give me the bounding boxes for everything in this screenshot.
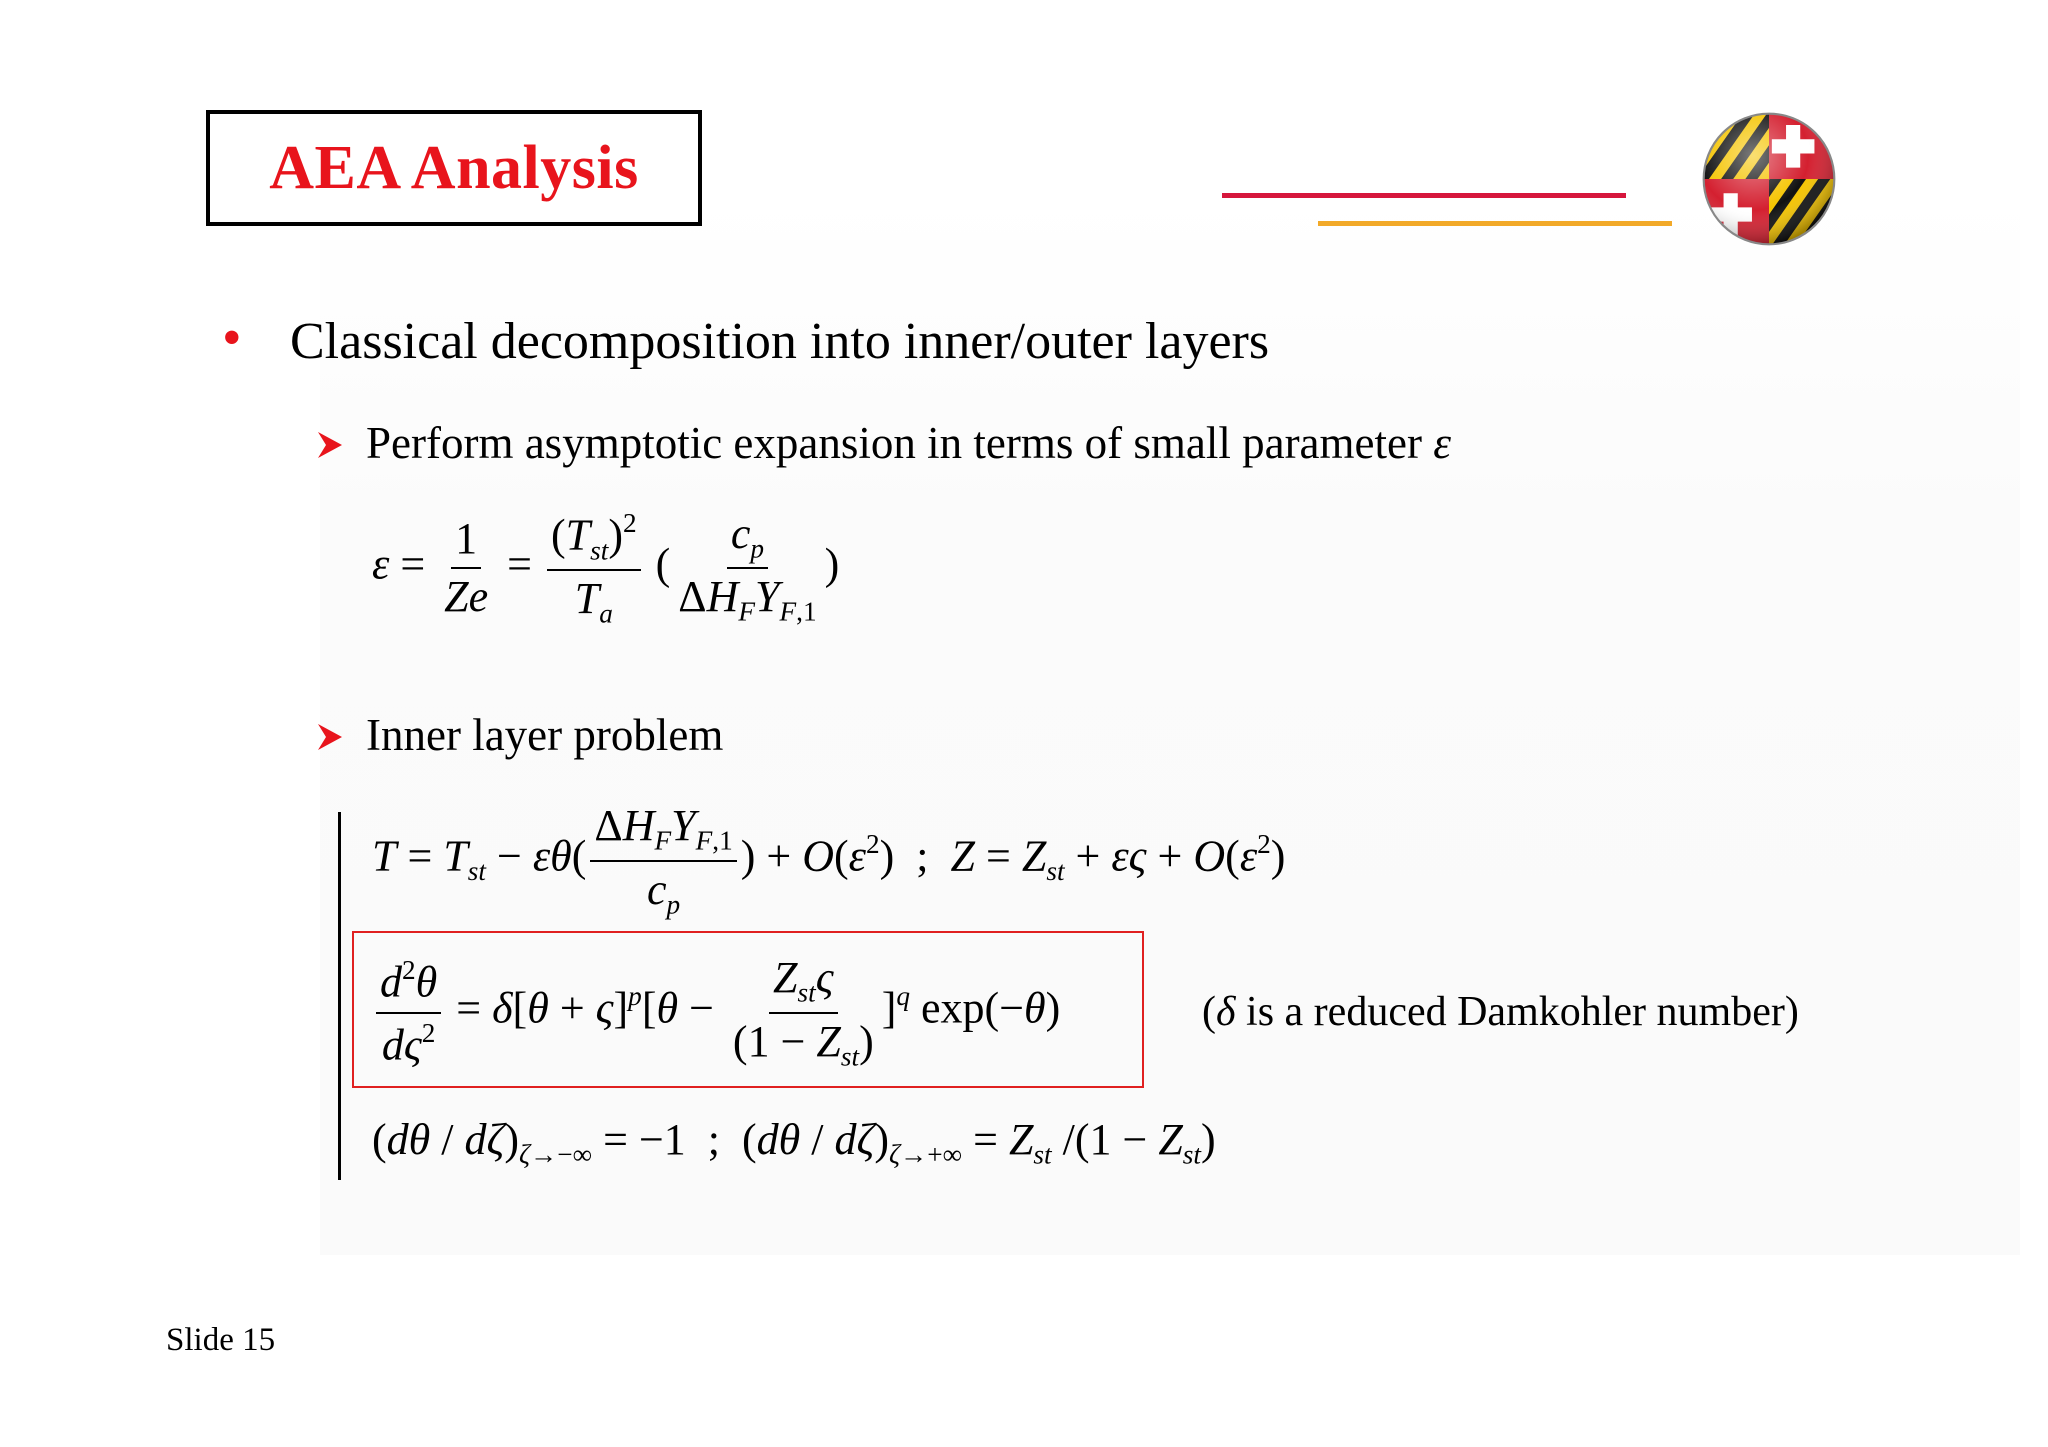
maryland-flag-globe-icon <box>1698 108 1840 250</box>
title-box <box>206 110 702 226</box>
equation-inner-ode: $\frac{d^2\theta}{d\varsigma^2}$ = $\delta[\theta + \varsigma]^p[\theta$ − $\frac{Z_{st}\varsigma}{(1 - Z_{st})}$ ]$^q$ exp(−θ) <box>372 954 1060 1071</box>
equation-group-bar <box>338 812 341 1180</box>
note-text: is a reduced Damkohler number) <box>1235 989 1799 1035</box>
note-open-paren: ( <box>1202 989 1216 1035</box>
gold-rule <box>1318 221 1672 226</box>
equation-boundary-conditions: $(d\theta / d\zeta)_{\zeta\to-\infty} = -1$ ; $(d\theta / d\zeta)_{\zeta\to+\infty} = Z_{st}$ $/(1 - Z_{st})$ <box>372 1115 1216 1170</box>
sub-bullet-inner-layer: Inner layer problem <box>366 710 724 760</box>
equation-epsilon: ε = $\frac{1}{Ze}$ = $\frac{(T_{st})^2}{T_a}$ ( $\frac{c_p}{\Delta H_FY_{F,1}}$ ) <box>372 508 840 629</box>
delta-symbol: δ <box>1216 989 1236 1035</box>
bullet-main: Classical decomposition into inner/outer layers <box>290 313 1270 370</box>
bullet-dot-icon: • <box>222 307 242 369</box>
slide-title: AEA Analysis <box>269 133 639 202</box>
sub-bullet-expansion-text: Perform asymptotic expansion in terms of small parameter <box>366 418 1422 468</box>
sub-bullet-expansion <box>366 418 1451 470</box>
red-rule <box>1222 193 1626 198</box>
slide-number: Slide 15 <box>166 1322 276 1358</box>
arrowhead-bullet-icon <box>316 430 344 460</box>
epsilon-symbol: ε <box>1433 418 1451 468</box>
equation-expansions: $T = T_{st} - \varepsilon\theta$( $\frac{\Delta H_FY_{F,1}}{c_p}$ ) + $O(\varepsilon^2)$ ; $Z = Z_{st} + \varepsilon\varsigma + O(\varepsilon^2)$ <box>372 801 1286 920</box>
damkohler-note <box>1202 988 1799 1036</box>
arrowhead-bullet-icon <box>316 722 344 752</box>
